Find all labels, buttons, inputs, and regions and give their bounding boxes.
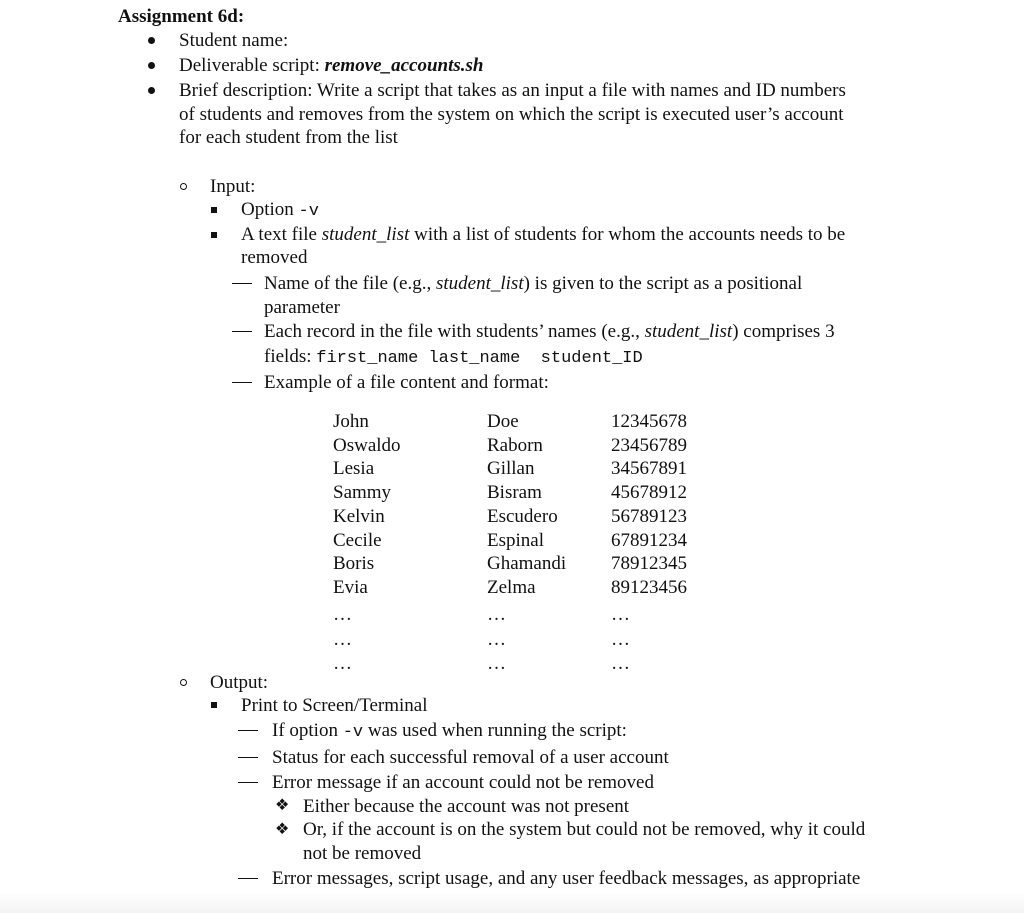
ellipsis: …: [611, 653, 630, 674]
record-pre: Each record in the file with students’ names (e.g.,: [264, 321, 645, 342]
name-file: student_list: [435, 273, 524, 294]
student-last-cell: Bisram: [487, 482, 542, 504]
square-bullet: [211, 232, 217, 238]
circle-bullet: [180, 183, 187, 190]
student-last-cell: Raborn: [487, 434, 543, 456]
student-first-cell: Cecile: [333, 529, 382, 551]
student-id-cell: 45678912: [611, 482, 687, 504]
ellipsis: …: [611, 604, 630, 625]
record-line-1: [264, 320, 835, 344]
brief-line-2: of students and removes from the system on which the script is executed user’s account: [179, 104, 844, 125]
student-last-cell: Ghamandi: [487, 553, 567, 575]
student-id-cell: 12345678: [611, 411, 687, 432]
dash-bullet: [232, 283, 252, 284]
fields-line: [264, 345, 643, 371]
student-first-cell: Lesia: [333, 458, 375, 480]
if-option-line: [272, 719, 627, 745]
diamond-bullet-icon: ❖: [275, 797, 290, 814]
example-label: Example of a file content and format:: [264, 372, 549, 393]
page-bottom-edge: [0, 891, 1024, 913]
status-line: Status for each successful removal of a user account: [272, 747, 669, 768]
diamond-bullet-icon: ❖: [275, 821, 290, 838]
deliverable-label: Deliverable script:: [179, 55, 325, 76]
dash-bullet: [238, 878, 258, 879]
student-last-cell: Gillan: [487, 458, 535, 480]
bullet-dot: [148, 87, 155, 94]
assignment-title: Assignment 6d:: [118, 6, 245, 27]
file-name: student_list: [321, 224, 410, 245]
square-bullet: [211, 207, 217, 213]
student-last-cell: Espinal: [487, 529, 544, 551]
name-line-1: [264, 272, 802, 296]
or-line-2: not be removed: [303, 843, 422, 864]
brief-line-3: for each student from the list: [179, 127, 398, 148]
ellipsis: …: [333, 653, 352, 674]
file-line-post: with a list of students for whom the accounts needs to be: [409, 224, 846, 245]
either-line: Either because the account was not present: [303, 796, 630, 817]
or-line-1: Or, if the account is on the system but could not be removed, why it could: [303, 819, 866, 840]
if-pre: If option: [272, 720, 343, 741]
if-post: was used when running the script:: [363, 720, 627, 741]
student-last-cell: Zelma: [487, 576, 536, 598]
square-bullet: [211, 702, 217, 708]
ellipsis: …: [487, 604, 506, 625]
option-flag: -v: [298, 202, 319, 221]
fields-label: fields:: [264, 346, 317, 367]
student-first-cell: John: [333, 411, 369, 432]
file-line-2: removed: [241, 247, 308, 268]
final-line: Error messages, script usage, and any user feedback messages, as appropriate: [272, 868, 861, 889]
option-line: [241, 198, 319, 224]
bullet-dot: [148, 62, 155, 69]
if-flag: -v: [342, 723, 364, 742]
circle-bullet: [180, 679, 187, 686]
ellipsis: …: [611, 629, 630, 650]
ellipsis: …: [333, 604, 352, 625]
student-first-cell: Sammy: [333, 482, 392, 504]
student-first-cell: Evia: [333, 576, 368, 598]
deliverable-line: [179, 54, 483, 78]
student-first-cell: Kelvin: [333, 505, 385, 527]
dash-bullet: [232, 382, 252, 383]
fields-code: first_name last_name student_ID: [316, 349, 643, 368]
option-prefix: Option: [241, 199, 299, 220]
dash-bullet: [238, 730, 258, 731]
student-id-cell: 34567891: [611, 458, 687, 480]
ellipsis: …: [487, 653, 506, 674]
student-id-cell: 23456789: [611, 434, 687, 456]
ellipsis: …: [333, 629, 352, 650]
student-last-cell: Doe: [487, 411, 519, 432]
dash-bullet: [238, 757, 258, 758]
student-id-cell: 78912345: [611, 553, 687, 575]
name-pre: Name of the file (e.g.,: [264, 273, 436, 294]
record-post: ) comprises 3: [732, 321, 835, 342]
student-id-cell: 89123456: [611, 576, 687, 598]
student-first-cell: Boris: [333, 553, 375, 575]
student-last-cell: Escudero: [487, 505, 558, 527]
name-line-2: parameter: [264, 297, 340, 318]
print-label: Print to Screen/Terminal: [241, 695, 428, 716]
dash-bullet: [232, 331, 252, 332]
dash-bullet: [238, 782, 258, 783]
error-line: Error message if an account could not be removed: [272, 772, 654, 793]
bullet-dot: [148, 37, 155, 44]
ellipsis: …: [487, 629, 506, 650]
student-first-cell: Oswaldo: [333, 434, 401, 456]
student-name-label: Student name:: [179, 30, 289, 51]
brief-line-1: Brief description: Write a script that takes as an input a file with names and ID numbers: [179, 80, 846, 101]
student-id-cell: 56789123: [611, 505, 687, 527]
record-file: student_list: [644, 321, 733, 342]
file-line-1: [241, 223, 845, 247]
input-label: Input:: [210, 176, 256, 197]
student-id-cell: 67891234: [611, 529, 687, 551]
deliverable-script: remove_accounts.sh: [324, 55, 484, 76]
name-post: ) is given to the script as a positional: [523, 273, 803, 294]
file-line-pre: A text file: [241, 224, 322, 245]
output-label: Output:: [210, 672, 269, 693]
